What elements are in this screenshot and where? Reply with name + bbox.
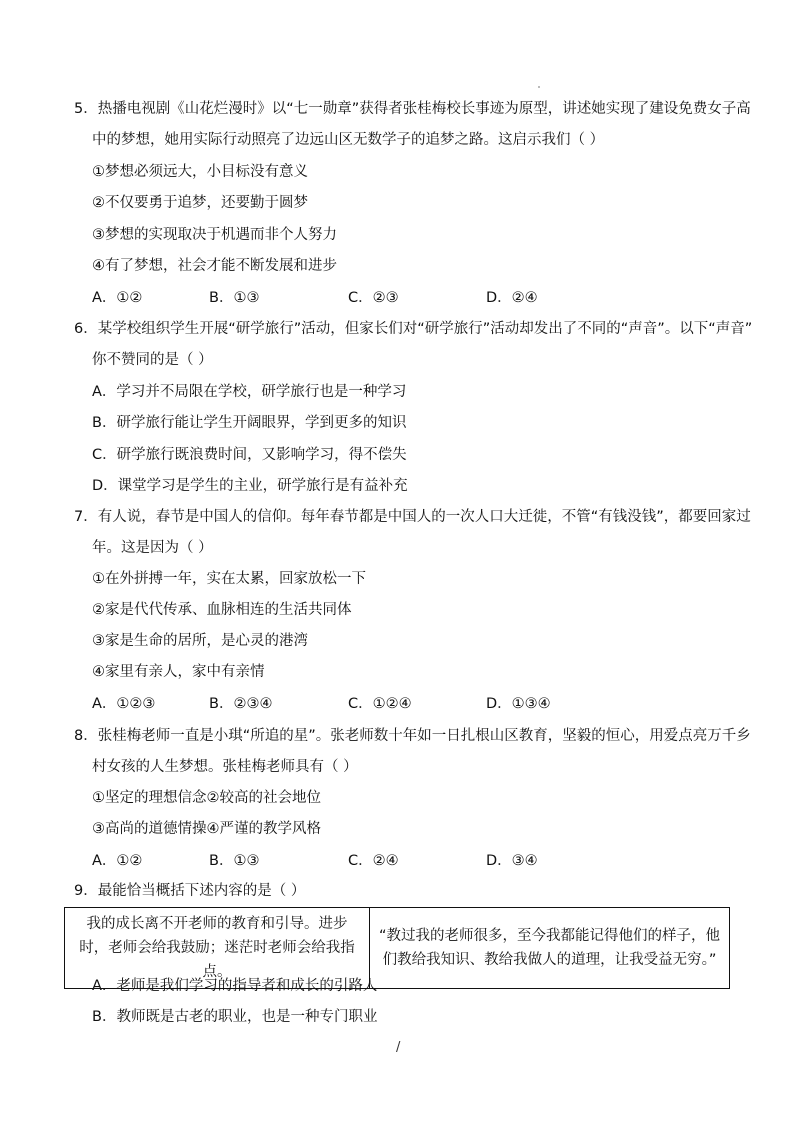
- question-9-stem: 9．最能恰当概括下述内容的是（ ）: [74, 883, 306, 899]
- material-left-cell: 我的成长离不开老师的教育和引导。进步时，老师会给我鼓励；迷茫时老师会给我指点。: [65, 908, 370, 989]
- question-7-option-a[interactable]: A．①②③: [92, 696, 156, 712]
- question-7-option-b[interactable]: B．②③④: [209, 696, 273, 712]
- question-7-item-2: ②家是代代传承、血脉相连的生活共同体: [92, 602, 352, 618]
- page-speck: [538, 86, 540, 88]
- question-7-item-4: ④家里有亲人，家中有亲情: [92, 664, 265, 680]
- question-5-item-3: ③梦想的实现取决于机遇而非个人努力: [92, 227, 337, 243]
- question-9-option-a[interactable]: A．老师是我们学习的指导者和成长的引路人: [92, 978, 378, 994]
- question-7-item-1: ①在外拼搏一年，实在太累，回家放松一下: [92, 571, 366, 587]
- question-8-stem-line2: 村女孩的人生梦想。张桂梅老师具有（ ）: [92, 759, 358, 775]
- question-5-stem-line2: 中的梦想，她用实际行动照亮了边远山区无数学子的追梦之路。这启示我们（ ）: [92, 132, 605, 148]
- question-8-option-d[interactable]: D．③④: [486, 853, 538, 869]
- question-9-option-b[interactable]: B．教师既是古老的职业，也是一种专门职业: [92, 1009, 378, 1025]
- question-6-option-b[interactable]: B．研学旅行能让学生开阔眼界，学到更多的知识: [92, 415, 407, 431]
- question-6-stem-line1: 6．某学校组织学生开展“研学旅行”活动，但家长们对“研学旅行”活动却发出了不同的“声音”。以下“声音”: [74, 321, 753, 337]
- question-6-stem-line2: 你不赞同的是（ ）: [92, 352, 213, 368]
- question-8-option-b[interactable]: B．①③: [209, 853, 260, 869]
- question-5-item-2: ②不仅要勇于追梦，还要勤于圆梦: [92, 195, 308, 211]
- question-5-item-4: ④有了梦想，社会才能不断发展和进步: [92, 258, 337, 274]
- question-7-option-d[interactable]: D．①③④: [486, 696, 551, 712]
- question-8-item-2: ③高尚的道德情操④严谨的教学风格: [92, 821, 321, 837]
- question-8-option-a[interactable]: A．①②: [92, 853, 143, 869]
- question-5-stem-line1: 5．热播电视剧《山花烂漫时》以“七一勋章”获得者张桂梅校长事迹为原型，讲述她实现了建设免费女子高: [74, 101, 751, 117]
- question-8-option-c[interactable]: C．②④: [348, 853, 399, 869]
- question-8-item-1: ①坚定的理想信念②较高的社会地位: [92, 790, 321, 806]
- question-8-stem-line1: 8．张桂梅老师一直是小琪“所追的星”。张老师数十年如一日扎根山区教育，坚毅的恒心，用爱点亮万千乡: [74, 728, 751, 744]
- question-6-option-d[interactable]: D．课堂学习是学生的主业，研学旅行是有益补充: [92, 478, 408, 494]
- question-7-stem-line2: 年。这是因为（ ）: [92, 540, 213, 556]
- question-5-item-1: ①梦想必须远大，小目标没有意义: [92, 164, 308, 180]
- question-5-option-b[interactable]: B．①③: [209, 290, 260, 306]
- question-5-option-a[interactable]: A．①②: [92, 290, 143, 306]
- question-5-option-d[interactable]: D．②④: [486, 290, 538, 306]
- page-footer-mark: /: [396, 1040, 401, 1055]
- question-6-option-c[interactable]: C．研学旅行既浪费时间，又影响学习，得不偿失: [92, 447, 407, 463]
- question-7-stem-line1: 7．有人说，春节是中国人的信仰。每年春节都是中国人的一次人口大迁徙，不管“有钱没钱”，都要回家过: [74, 509, 751, 525]
- material-right-cell: “教过我的老师很多，至今我都能记得他们的样子，他们教给我知识、教给我做人的道理，让我受益无穷。”: [370, 908, 730, 989]
- question-5-option-c[interactable]: C．②③: [348, 290, 399, 306]
- question-6-option-a[interactable]: A．学习并不局限在学校，研学旅行也是一种学习: [92, 384, 407, 400]
- question-7-item-3: ③家是生命的居所，是心灵的港湾: [92, 633, 308, 649]
- question-7-option-c[interactable]: C．①②④: [348, 696, 412, 712]
